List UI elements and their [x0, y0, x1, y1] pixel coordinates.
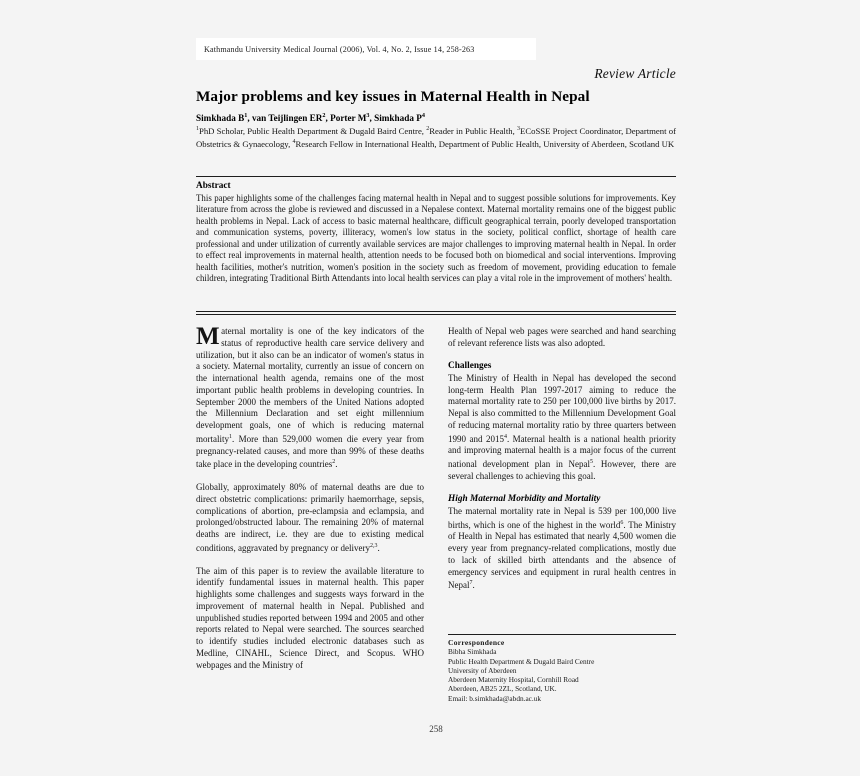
page-number: 258: [429, 724, 443, 734]
left-paragraph-2: Globally, approximately 80% of maternal deaths are due to direct obstetric complications: primarily haemorrhage, sepsis, complications of abortion, pre-eclampsia and eclampsia, and prolonged/obstructed labour. The remaining 20% of maternal deaths are indirect, i.e. they are due to existing medical conditions, aggravated by pregnancy or delivery$^{2,3}$.: [196, 482, 424, 553]
author-list: Simkhada $B^1$, van Teijlingen $ER^2$, Porter $M^3$, Simkhada $P^4$: [196, 112, 425, 124]
correspondence-block: [448, 638, 676, 703]
abstract-rule-bottom-second: [196, 314, 676, 315]
body-column-left: [196, 323, 424, 682]
section-challenges: [448, 361, 676, 483]
abstract-heading: Abstract: [196, 181, 231, 191]
correspondence-heading: Correspondence: [448, 638, 505, 647]
body-column-right: [448, 326, 676, 603]
page-title: Major problems and key issues in Maternal Health in Nepal: [196, 88, 590, 105]
left-paragraph-1: Maternal mortality is one of the key indicators of the status of reproductive health care service delivery and utilization, but it also can be an indicator of women's status in a society. Maternal mortality, currently an issue of concern on the international health agenda, remains one of the most important public health problems in developing countries. In September 2000 the members of the United Nations adopted the Millennium Declaration and set eight millennium development goals, one of which is reducing maternal mortality$^1$. More than 529,000 women die every year from pregnancy-related causes, and more than 99% of these deaths take place in the developing countries$^2$.: [196, 323, 424, 470]
author-affiliations: $^1$PhD Scholar, Public Health Department & Dugald Baird Centre, $^2$Reader in Public Health, $^3$ECoSSE Project Coordinator, Department of Obstetrics & Gynaecology, $^4$Research Fellow in International Health, Department of Public Health, University of Aberdeen, Scotland UK: [196, 125, 677, 150]
section-text-high-maternal-morbidity: The maternal mortality rate in Nepal is 539 per 100,000 live births, which is one of the highest in the world$^6$. The Ministry of Health in Nepal has estimated that nearly 4,500 women die every year from pregnancy-related complications, mostly due to lack of skilled birth attendants and the absence of emergency services and equipment in rural health centres in Nepal$^7$.: [448, 505, 676, 591]
section-heading-challenges: Challenges: [448, 360, 492, 371]
abstract-rule-top: [196, 176, 676, 177]
correspondence-line: University of Aberdeen: [448, 665, 517, 675]
right-paragraph-1: Health of Nepal web pages were searched and hand searching of relevant reference lists was also adopted.: [448, 326, 676, 348]
left-paragraph-3: The aim of this paper is to review the available literature to identify fundamental issues in maternal health. This paper highlights some challenges and suggests ways forward in the improvement of maternal health in Nepal. Published and unpublished studies reported between 1994 and 2005 and other reports related to Nepal were searched. The sources searched to identify studies included electronic databases such as Medline, CINAHL, Science Direct, and Scopus. WHO webpages and the Ministry of: [196, 565, 424, 670]
abstract-text: This paper highlights some of the challenges facing maternal health in Nepal and to suggest possible solutions for improvements. Key literature from across the globe is reviewed and discussed in a Nepalese context. Maternal mortality remains one of the biggest public health problems in Nepal. Lack of access to basic maternal healthcare, difficult geographical terrain, poorly developed transportation and communication systems, poverty, illiteracy, women's low status in the society, political conflict, shortage of health care professional and under utilization of currently available services are major challenges to improving maternal health in Nepal. In order to effect real improvements in maternal health, attention needs to be focused both on biomedical and social interventions. Improving health facilities, mother's nutrition, women's position in the society such as freedom of movement, providing education to female children, integrating Traditional Birth Attendants into local health services can play a vital role in the improvement of mothers' health.: [196, 193, 676, 284]
journal-citation-strip: [196, 38, 536, 60]
correspondence-email-line: Email: b.simkhada@abdn.ac.uk: [448, 693, 542, 703]
paper-sheet: [196, 0, 676, 776]
journal-citation-text: Kathmandu University Medical Journal (2006), Vol. 4, No. 2, Issue 14, 258-263: [204, 44, 475, 54]
section-heading-high-maternal-morbidity: High Maternal Morbidity and Mortality: [448, 493, 601, 504]
correspondence-line: Aberdeen, AB25 2ZL, Scotland, UK.: [448, 684, 557, 694]
correspondence-line: Bibha Simkhada: [448, 647, 497, 657]
abstract-rule-bottom: [196, 311, 676, 312]
correspondence-line: Aberdeen Maternity Hospital, Cornhill Road: [448, 675, 579, 685]
section-high-maternal-morbidity: [448, 494, 676, 593]
article-type-label: Review Article: [594, 66, 676, 81]
section-text-challenges: The Ministry of Health in Nepal has developed the second long-term Health Plan 1997-2017 aiming to reduce the maternal mortality rate to 250 per 100,000 live births by 2017. Nepal is also committed to the Millennium Development Goal of reducing maternal mortality ratio by three quarters between 1990 and 2015$^4$. Maternal health is a national health priority and improving maternal health is a major focus of the current national development plan in Nepal$^5$. However, there are several challenges to achieving this goal.: [448, 372, 676, 481]
correspondence-rule: [448, 634, 676, 635]
correspondence-line: Public Health Department & Dugald Baird Centre: [448, 656, 595, 666]
